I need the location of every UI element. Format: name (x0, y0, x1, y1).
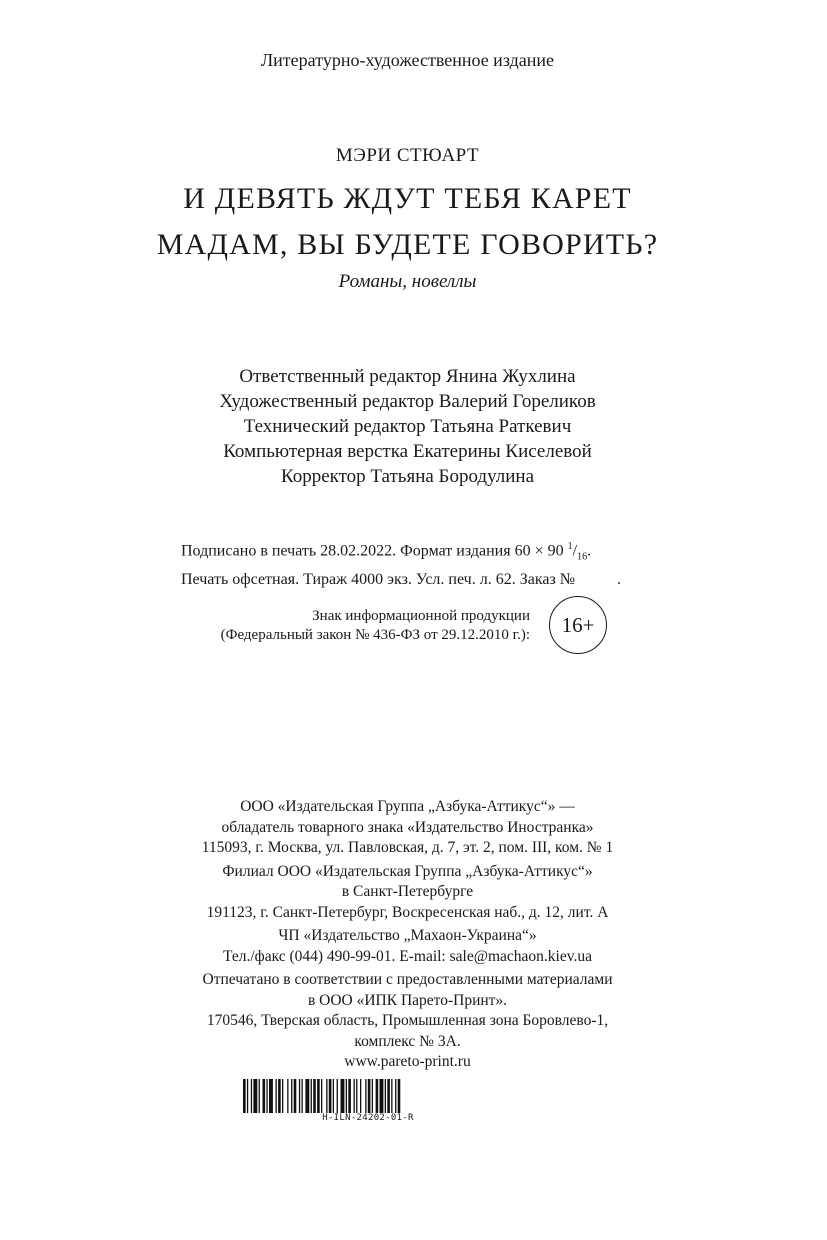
barcode-bar (329, 1079, 332, 1113)
barcode-bar (341, 1079, 345, 1113)
barcode-bar (278, 1079, 281, 1113)
barcode-bar (354, 1079, 355, 1113)
barcode-bar (372, 1079, 373, 1113)
barcode-bar (305, 1079, 309, 1113)
barcode-bar (263, 1079, 266, 1113)
edition-type: Литературно-художественное издание (260, 50, 555, 70)
barcode-bar (398, 1079, 401, 1113)
barcode-bar (317, 1079, 320, 1113)
print-info-line-1: Подписано в печать 28.02.2022. Формат издания 60 × 90 $^1/_{16}$. (181, 541, 592, 563)
barcode-bar (294, 1079, 297, 1113)
barcode-bar (276, 1079, 277, 1113)
barcode-bar (313, 1079, 316, 1113)
info-sign-line-2: (Федеральный закон № 436-ФЗ от 29.12.2010 г.): (220, 627, 530, 643)
barcode-bar (337, 1079, 338, 1113)
imprint-branch: Филиал ООО «Издательская Группа „Азбука-Аттикус“» в Санкт-Петербурге 191123, г. Санкт-Петербург, Воскресенская наб., д. 12, лит. А (206, 862, 609, 921)
imprint-publisher: ООО «Издательская Группа „Азбука-Аттикус“» — обладатель товарного знака «Издательство Иностранка» 115093, г. Москва, ул. Павловская, д. 7, эт. 2, пом. III, ком. № 1 (201, 798, 614, 856)
barcode-bar (266, 1079, 267, 1113)
credit-line: Компьютерная верстка Екатерины Киселевой (223, 441, 592, 462)
barcode-bar (326, 1079, 327, 1113)
credits (0, 364, 821, 489)
author-name: МЭРИ СТЮАРТ (335, 145, 480, 166)
barcode-bar (251, 1079, 252, 1113)
barcode-bar (253, 1079, 257, 1113)
credit-line: Технический редактор Татьяна Раткевич (243, 416, 572, 437)
barcode-bar (348, 1079, 351, 1113)
barcode-bar (247, 1079, 248, 1113)
credit-line: Корректор Татьяна Бородулина (280, 466, 535, 487)
genre: Романы, новеллы (338, 271, 477, 292)
barcode-bar (299, 1079, 300, 1113)
barcode-bar (365, 1079, 366, 1113)
book-title-1: И ДЕВЯТЬ ЖДУТ ТЕБЯ КАРЕТ (183, 182, 632, 215)
barcode-bar (360, 1079, 361, 1113)
barcode-bar (356, 1079, 357, 1113)
barcode-bar (387, 1079, 390, 1113)
barcode-bar (259, 1079, 260, 1113)
barcode-bar (368, 1079, 371, 1113)
book-title-2: МАДАМ, ВЫ БУДЕТЕ ГОВОРИТЬ? (156, 228, 659, 261)
barcode-bar (243, 1079, 246, 1113)
barcode-bar (333, 1079, 334, 1113)
barcode-bar (395, 1079, 396, 1113)
barcode-bar (302, 1079, 303, 1113)
barcode-bar (282, 1079, 283, 1113)
barcode-bar (269, 1079, 273, 1113)
barcode-bar (321, 1079, 322, 1113)
info-sign-line-1: Знак информационной продукции (312, 608, 530, 624)
barcode-bar (311, 1079, 312, 1113)
age-rating-badge: 16+ (549, 596, 607, 654)
barcode-bar (385, 1079, 386, 1113)
barcode-bar (291, 1079, 292, 1113)
imprint-printer: Отпечатано в соответствии с предоставленными материалами в ООО «ИПК Парето-Принт». 170546, Тверская область, Промышленная зона Боровлево-1, комплекс № 3А. www.pareto-print.ru (202, 971, 613, 1070)
barcode (243, 1079, 453, 1113)
credit-line: Художественный редактор Валерий Гореликов (219, 391, 596, 412)
info-product-sign (200, 607, 530, 645)
barcode-bar (287, 1079, 288, 1113)
print-info (181, 536, 621, 591)
credit-line: Ответственный редактор Янина Жухлина (239, 366, 576, 387)
barcode-bar (346, 1079, 347, 1113)
barcode-code: H-ILN-24202-01-R (322, 1113, 414, 1123)
barcode-bar (376, 1079, 379, 1113)
barcode-bar (380, 1079, 384, 1113)
print-info-line-2: Печать офсетная. Тираж 4000 экз. Усл. печ. л. 62. Заказ № . (181, 570, 622, 588)
barcode-bar (391, 1079, 392, 1113)
imprint (0, 797, 821, 1076)
imprint-ukraine: ЧП «Издательство „Махаон-Украина“» Тел./факс (044) 490-99-01. E-mail: sale@machaon.kiev.ua (222, 927, 592, 965)
